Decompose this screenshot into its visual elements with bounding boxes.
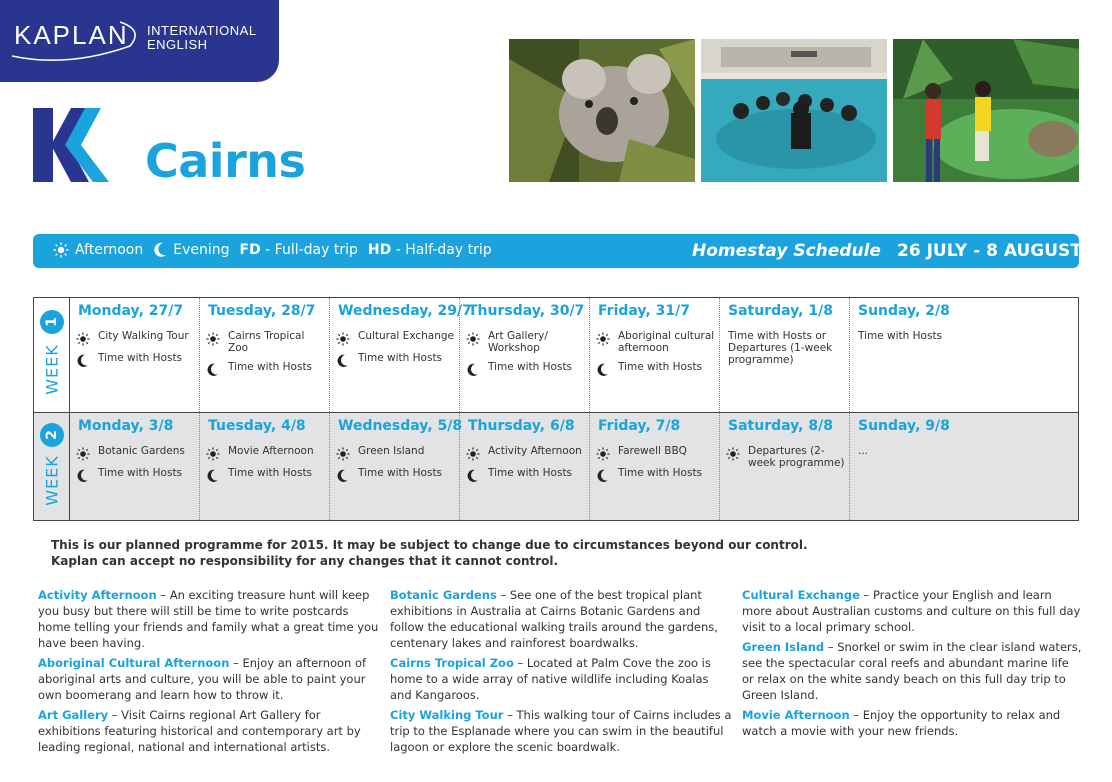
sun-icon <box>76 331 90 345</box>
schedule-grid <box>33 297 1079 521</box>
week-number: 2 <box>40 423 64 447</box>
logo-subtitle: INTERNATIONAL ENGLISH <box>147 23 257 52</box>
activity-description-text: – Enjoy the opportunity to relax and watch a movie with your new friends. <box>742 708 1061 738</box>
week-label <box>34 413 70 520</box>
activity-text: Time with Hosts <box>618 361 703 373</box>
week-label <box>34 298 70 412</box>
day-cell <box>330 298 472 412</box>
kaplan-logo[interactable] <box>0 0 279 82</box>
moon-icon <box>76 468 90 482</box>
day-cell <box>200 413 330 520</box>
day-cell <box>850 413 1077 520</box>
legend <box>53 242 492 258</box>
activity-text: Cairns Tropical Zoo <box>228 330 305 354</box>
sun-icon <box>596 446 610 460</box>
activity <box>76 330 195 345</box>
activity <box>336 467 455 482</box>
legend-fd-text: - Full-day trip <box>265 242 358 258</box>
activity-text: Movie Afternoon <box>228 445 314 457</box>
activity-description-text: – An exciting treasure hunt will keep you busy but there will still be time to write postcards home telling your friends and family what a great time you have been having. <box>38 588 379 650</box>
activity-text: City Walking Tour <box>98 330 189 342</box>
activity <box>466 445 585 460</box>
activity-description <box>390 587 732 651</box>
moon-icon <box>336 468 350 482</box>
sun-icon <box>596 331 610 345</box>
sun-icon <box>466 446 480 460</box>
activity <box>206 467 325 482</box>
activity-description-text: – Visit Cairns regional Art Gallery for exhibitions featuring historical and contemporary art by leading regional, national and international artists. <box>38 708 361 754</box>
activity-text: Activity Afternoon <box>488 445 582 457</box>
activity-term: Green Island <box>742 640 825 654</box>
day-note: Time with Hosts <box>858 330 943 342</box>
activity-text: Departures (2-week programme) <box>748 445 845 469</box>
activity-term: Aboriginal Cultural Afternoon <box>38 656 230 670</box>
week-text: WEEK <box>42 455 62 506</box>
activity-description <box>38 707 380 755</box>
disclaimer-line-1: This is our planned programme for 2015. It may be subject to change due to circumstances beyond our control. <box>51 538 808 552</box>
legend-hd-abbr: HD <box>367 242 392 258</box>
pool-diving-photo <box>701 39 887 182</box>
activity <box>336 330 455 345</box>
day-title: Thursday, 30/7 <box>468 303 585 319</box>
sun-icon <box>76 446 90 460</box>
moon-icon <box>206 468 220 482</box>
activity <box>76 352 195 367</box>
activity <box>466 330 585 354</box>
day-cell <box>590 413 720 520</box>
logo-wordmark: KAPLAN <box>14 20 129 50</box>
moon-icon <box>336 353 350 367</box>
moon-icon <box>466 468 480 482</box>
k-mark-icon <box>33 108 113 182</box>
activity-text: Farewell BBQ <box>618 445 687 457</box>
day-title: Friday, 7/8 <box>598 418 681 434</box>
activity-description <box>390 707 732 755</box>
activity-description-text: – See one of the best tropical plant exhibitions in Australia at Cairns Botanic Gardens and follow the educational walking trails around the gardens, centenary lakes and rainforest boardwalks. <box>390 588 718 650</box>
activity-text: Cultural Exchange <box>358 330 454 342</box>
descriptions-column-2 <box>390 587 732 759</box>
moon-icon <box>596 468 610 482</box>
activity-text: Time with Hosts <box>488 467 573 479</box>
activity-text: Time with Hosts <box>228 361 313 373</box>
legend-banner <box>33 234 1082 268</box>
activity <box>466 361 585 376</box>
activity-text: Aboriginal cultural afternoon <box>618 330 715 354</box>
moon-icon <box>466 362 480 376</box>
activity-text: Time with Hosts <box>358 467 443 479</box>
activity-term: Cairns Tropical Zoo <box>390 656 514 670</box>
activity-text: Time with Hosts <box>358 352 443 364</box>
activity-description <box>742 707 1084 739</box>
activity-description <box>38 587 380 651</box>
sun-icon <box>726 446 740 460</box>
activity-text: Art Gallery/ Workshop <box>488 330 548 354</box>
schedule-title: Homestay Schedule <box>692 241 881 261</box>
day-cell <box>590 298 720 412</box>
day-title: Monday, 3/8 <box>78 418 174 434</box>
activity-description-text: – Snorkel or swim in the clear island waters, see the spectacular coral reefs and abundant marine life or relax on the white sandy beach on this full day trip to Green Island. <box>742 640 1082 702</box>
koala-photo <box>509 39 695 182</box>
moon-icon <box>596 362 610 376</box>
activity-text: Time with Hosts <box>228 467 313 479</box>
activity <box>596 361 715 376</box>
activity-description <box>390 655 732 703</box>
sun-icon <box>466 331 480 345</box>
activity <box>596 445 715 460</box>
activity-description <box>742 639 1084 703</box>
day-cell <box>70 413 200 520</box>
day-title: Friday, 31/7 <box>598 303 690 319</box>
sun-icon <box>206 331 220 345</box>
day-cell <box>460 298 590 412</box>
sun-icon <box>53 242 69 258</box>
week-text: WEEK <box>42 344 62 395</box>
day-title: Tuesday, 28/7 <box>208 303 316 319</box>
legend-afternoon: Afternoon <box>75 242 144 258</box>
activity <box>726 445 845 469</box>
disclaimer <box>51 537 808 569</box>
activity <box>336 445 455 460</box>
day-cell <box>330 413 463 520</box>
activity-term: Cultural Exchange <box>742 588 860 602</box>
week-row-2 <box>34 413 1078 520</box>
moon-icon <box>206 362 220 376</box>
activity <box>76 445 195 460</box>
sun-icon <box>336 331 350 345</box>
activity-text: Time with Hosts <box>98 467 183 479</box>
day-title: Thursday, 6/8 <box>468 418 575 434</box>
activity-text: Time with Hosts <box>98 352 183 364</box>
activity-description-text: – Enjoy an afternoon of aboriginal arts and culture, you will be able to paint your own boomerang and learn how to throw it. <box>38 656 367 702</box>
moon-icon <box>76 353 90 367</box>
descriptions-column-1 <box>38 587 380 759</box>
page-title: Cairns <box>145 134 306 188</box>
activity <box>336 352 455 367</box>
activity-description <box>38 655 380 703</box>
legend-hd-text: - Half-day trip <box>395 242 492 258</box>
week-row-1 <box>34 298 1078 413</box>
activity <box>596 467 715 482</box>
day-cell <box>720 298 850 412</box>
day-cell <box>200 298 330 412</box>
activity <box>76 467 195 482</box>
activity-text: Time with Hosts <box>618 467 703 479</box>
activity-description-text: – Located at Palm Cove the zoo is home to a wide array of native wildlife including Koalas and Kangaroos. <box>390 656 711 702</box>
activity-term: Art Gallery <box>38 708 109 722</box>
day-cell <box>70 298 200 412</box>
activity-text: Botanic Gardens <box>98 445 185 457</box>
activity-description-text: – Practice your English and learn more about Australian customs and culture on this full day visit to a local primary school. <box>742 588 1081 634</box>
activity <box>206 330 325 354</box>
day-title: Monday, 27/7 <box>78 303 184 319</box>
activity-description <box>742 587 1084 635</box>
schedule-dates: 26 JULY - 8 AUGUST <box>897 241 1082 261</box>
activity-text: Time with Hosts <box>488 361 573 373</box>
day-title: Wednesday, 29/7 <box>338 303 472 319</box>
sun-icon <box>206 446 220 460</box>
day-title: Sunday, 2/8 <box>858 303 950 319</box>
week-number: 1 <box>40 310 64 334</box>
activity <box>466 467 585 482</box>
day-cell <box>850 298 1077 412</box>
activity-text: Green Island <box>358 445 425 457</box>
activity-term: City Walking Tour <box>390 708 504 722</box>
activity-term: Movie Afternoon <box>742 708 850 722</box>
day-cell <box>720 413 850 520</box>
activity <box>206 361 325 376</box>
activity <box>596 330 715 354</box>
day-title: Saturday, 8/8 <box>728 418 833 434</box>
mini-golf-photo <box>893 39 1079 182</box>
day-title: Tuesday, 4/8 <box>208 418 306 434</box>
activity-term: Activity Afternoon <box>38 588 157 602</box>
descriptions-column-3 <box>742 587 1084 743</box>
day-note: ... <box>858 445 869 457</box>
day-title: Wednesday, 5/8 <box>338 418 463 434</box>
disclaimer-line-2: Kaplan can accept no responsibility for any changes that it cannot control. <box>51 554 559 568</box>
sun-icon <box>336 446 350 460</box>
day-title: Sunday, 9/8 <box>858 418 950 434</box>
day-title: Saturday, 1/8 <box>728 303 833 319</box>
activity <box>206 445 325 460</box>
activity-term: Botanic Gardens <box>390 588 497 602</box>
legend-evening: Evening <box>173 242 230 258</box>
activity-description-text: – This walking tour of Cairns includes a trip to the Esplanade where you can swim in the beautiful lagoon or explore the scenic boardwalk. <box>390 708 732 754</box>
legend-fd-abbr: FD <box>239 242 261 258</box>
moon-icon <box>153 242 167 258</box>
day-cell <box>460 413 590 520</box>
day-note: Time with Hosts or Departures (1-week programme) <box>728 330 833 366</box>
